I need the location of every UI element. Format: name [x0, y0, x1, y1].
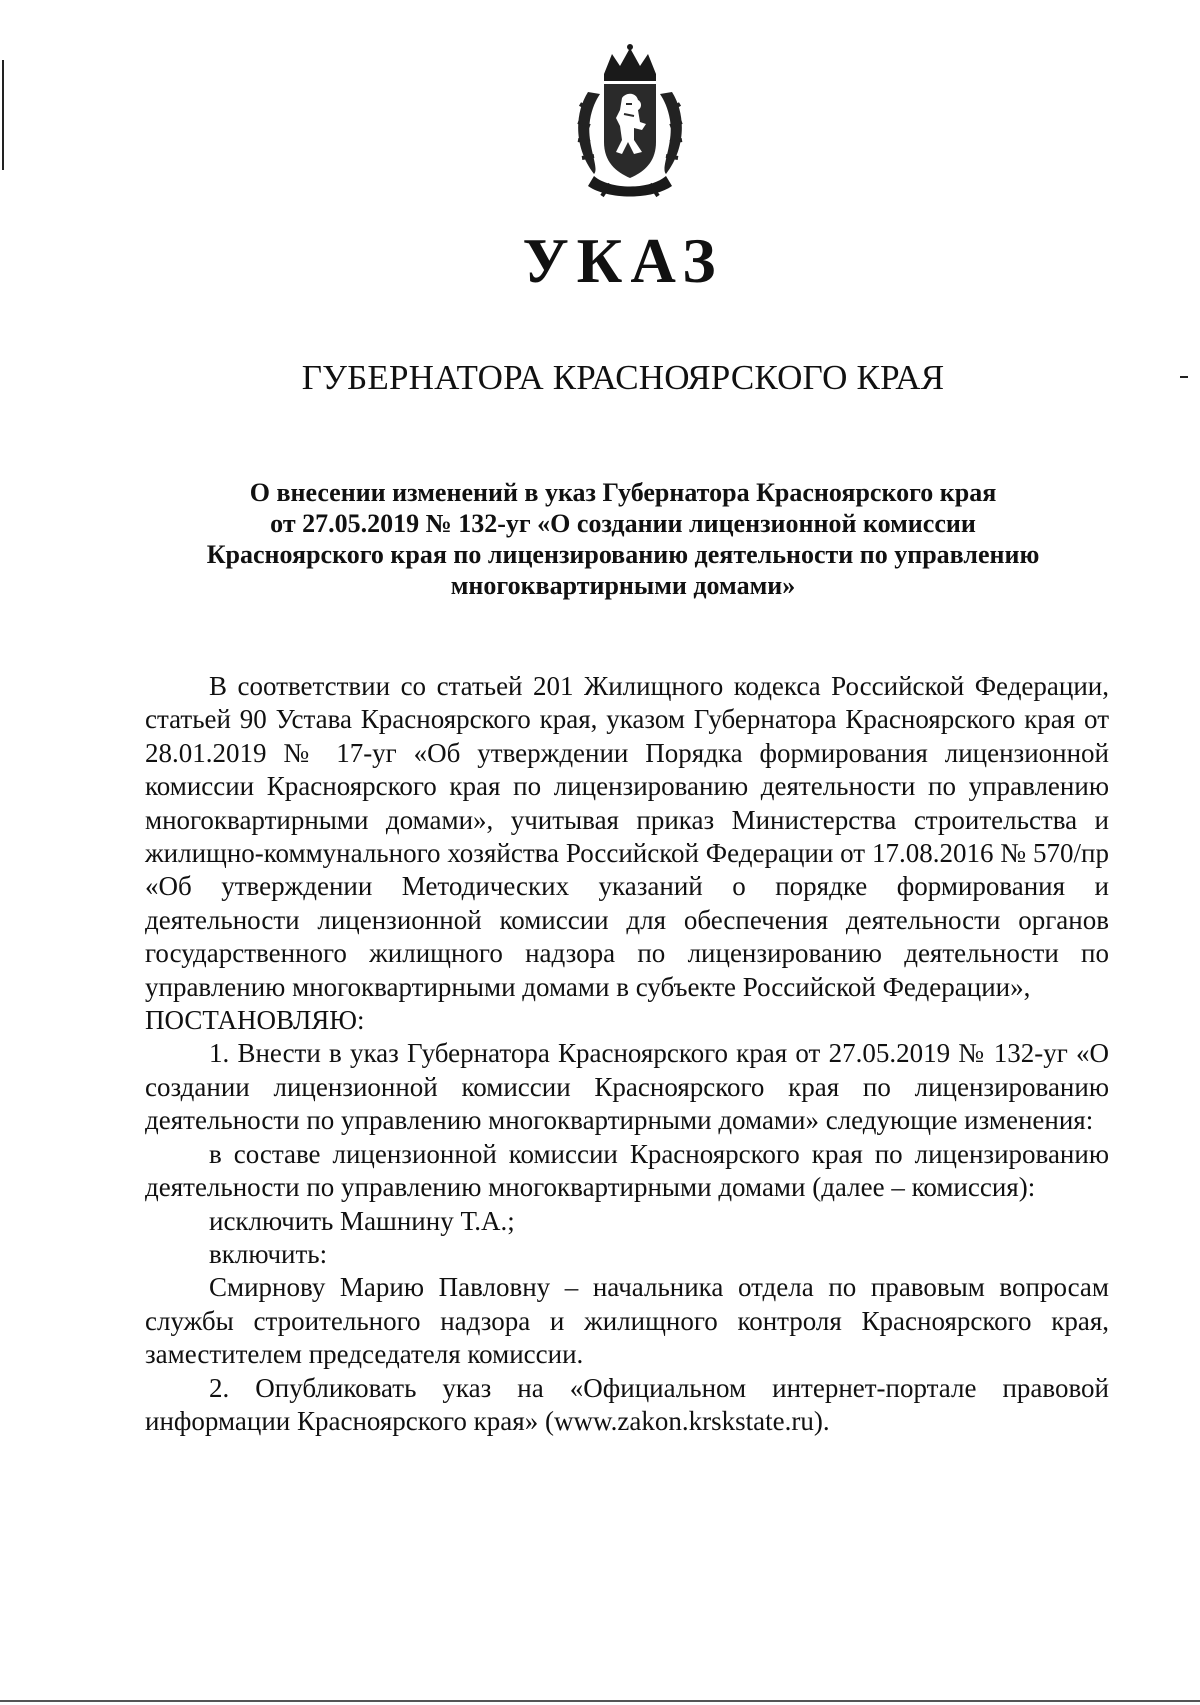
item-1-paragraph: 1. Внести в указ Губернатора Красноярского края от 27.05.2019 № 132-уг «О создании лицензионной комиссии Красноярского края по лицензированию деятельности по управлению многоквартирными домами» следующие изменения: [145, 1038, 1109, 1136]
decree-word: ПОСТАНОВЛЯЮ: [145, 1005, 365, 1036]
exclude-member-line: исключить Машнину Т.А.; [209, 1205, 515, 1236]
scan-edge-mark [1180, 376, 1188, 378]
issuer-title: ГУБЕРНАТОРА КРАСНОЯРСКОГО КРАЯ [301, 358, 945, 397]
subject-line: от 27.05.2019 № 132-уг «О создании лицензионной комиссии [270, 509, 976, 538]
preamble-paragraph: В соответствии со статьей 201 Жилищного кодекса Российской Федерации, статьей 90 Устава Красноярского края, указом Губернатора Красноярского края от 28.01.2019 № 17-уг «Об утверждении Порядка формирования лицензионной комиссии Красноярского края по лицензированию деятельности по управлению многоквартирными домами», учитывая приказ Министерства строительства и жилищно-коммунального хозяйства Российской Федерации от 17.08.2016 № 570/пр «Об утверждении Методических указаний о порядке формирования и деятельности лицензионной комиссии для обеспечения деятельности органов государственного жилищного надзора по лицензированию деятельности по управлению многоквартирными домами в субъекте Российской Федерации», [145, 671, 1109, 1002]
new-member-paragraph: Смирнову Марию Павловну – начальника отдела по правовым вопросам службы строительного надзора и жилищного контроля Красноярского края, заместителем председателя комиссии. [145, 1272, 1109, 1370]
page-bottom-edge [0, 1700, 1200, 1702]
commission-composition-paragraph: в составе лицензионной комиссии Красноярского края по лицензированию деятельности по управлению многоквартирными домами (далее – комиссия): [145, 1138, 1109, 1203]
coat-of-arms-icon [560, 44, 700, 198]
subject-line: Красноярского края по лицензированию деятельности по управлению [206, 540, 1040, 569]
document-type-title: УКАЗ [522, 226, 724, 296]
document-body [145, 670, 1109, 1438]
subject-heading [145, 477, 1101, 601]
subject-line: О внесении изменений в указ Губернатора Красноярского края [249, 478, 997, 507]
include-member-line: включить: [209, 1238, 328, 1269]
scan-edge-mark [2, 60, 4, 170]
subject-line: многоквартирными домами» [450, 571, 796, 600]
item-2-paragraph: 2. Опубликовать указ на «Официальном интернет-портале правовой информации Красноярского края» (www.zakon.krskstate.ru). [145, 1372, 1109, 1436]
